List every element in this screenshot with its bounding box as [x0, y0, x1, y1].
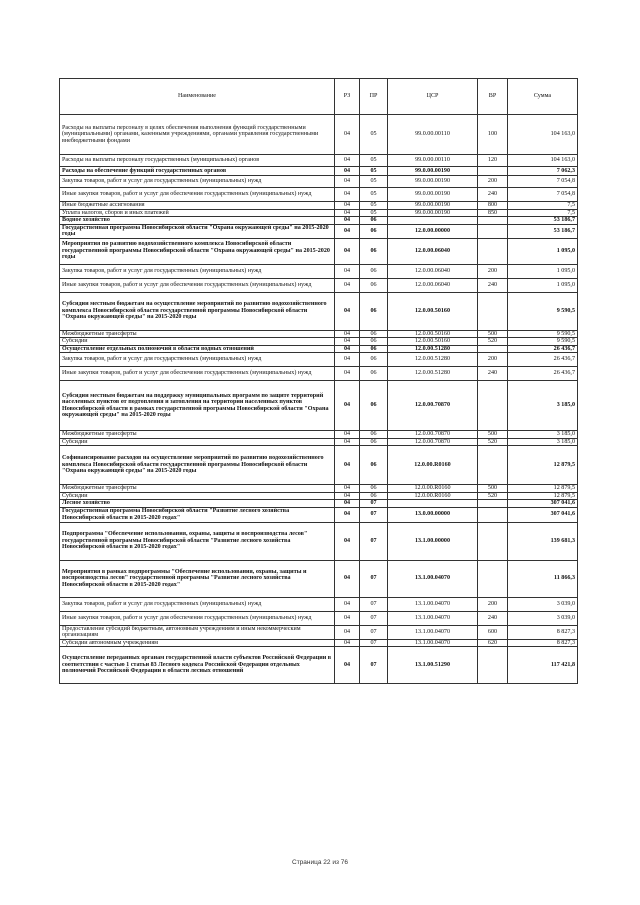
cell-name: Закупка товаров, работ и услуг для государственных (муниципальных) нужд [60, 353, 335, 367]
cell-csr: 99.0.00.00190 [388, 167, 478, 176]
cell-sum: 3 185,0 [508, 438, 578, 446]
table-row [60, 507, 578, 522]
cell-csr: 12.0.00.51280 [388, 367, 478, 381]
table-row [60, 338, 578, 346]
cell-sum: 307 041,6 [508, 500, 578, 508]
page-number: Страница 22 из 76 [292, 859, 348, 866]
cell-csr: 12.0.00.50160 [388, 330, 478, 338]
cell-csr: 12.0.00.50160 [388, 292, 478, 330]
cell-csr: 13.1.00.04070 [388, 560, 478, 597]
cell-vr: 240 [478, 278, 508, 292]
col-header-name: Наименование [60, 79, 335, 115]
cell-rz: 04 [335, 597, 360, 611]
cell-rz: 04 [335, 381, 360, 431]
cell-vr [478, 522, 508, 560]
cell-sum: 3 039,0 [508, 597, 578, 611]
cell-vr: 120 [478, 155, 508, 167]
cell-pr: 07 [360, 560, 388, 597]
cell-name: Предоставление субсидий бюджетным, автономным учреждениям и иным некоммерческим организациям [60, 625, 335, 639]
table-row [60, 446, 578, 485]
cell-name: Субсидии [60, 438, 335, 446]
cell-pr: 07 [360, 639, 388, 647]
table-row [60, 639, 578, 647]
cell-rz: 04 [335, 647, 360, 684]
cell-vr: 200 [478, 176, 508, 188]
cell-vr: 240 [478, 611, 508, 625]
cell-csr: 12.0.00.51280 [388, 353, 478, 367]
table-row [60, 115, 578, 155]
cell-vr: 240 [478, 367, 508, 381]
cell-csr: 13.1.00.04070 [388, 611, 478, 625]
cell-pr: 06 [360, 217, 388, 225]
cell-sum: 7 054,8 [508, 188, 578, 202]
table-row [60, 438, 578, 446]
cell-name: Расходы на выплаты персоналу государственных (муниципальных) органов [60, 155, 335, 167]
cell-sum: 139 681,3 [508, 522, 578, 560]
table-header-row [60, 79, 578, 115]
cell-vr: 500 [478, 330, 508, 338]
cell-name: Межбюджетные трансферты [60, 485, 335, 493]
table-row [60, 492, 578, 500]
cell-rz: 04 [335, 115, 360, 155]
table-row [60, 353, 578, 367]
cell-sum: 1 095,0 [508, 238, 578, 264]
cell-rz: 04 [335, 338, 360, 346]
cell-sum: 9 590,5 [508, 292, 578, 330]
cell-vr [478, 446, 508, 485]
cell-sum: 307 041,6 [508, 507, 578, 522]
cell-name: Осуществление отдельных полномочий в области водных отношений [60, 345, 335, 353]
cell-csr: 13.1.00.04070 [388, 625, 478, 639]
cell-pr: 06 [360, 345, 388, 353]
cell-csr [388, 500, 478, 508]
cell-name: Расходы на обеспечение функций государственных органов [60, 167, 335, 176]
table-row [60, 264, 578, 278]
cell-name: Закупка товаров, работ и услуг для государственных (муниципальных) нужд [60, 597, 335, 611]
table-row [60, 202, 578, 210]
cell-rz: 04 [335, 292, 360, 330]
cell-name: Межбюджетные трансферты [60, 431, 335, 439]
cell-sum: 26 436,7 [508, 367, 578, 381]
cell-name: Иные закупки товаров, работ и услуг для обеспечения государственных (муниципальных) нужд [60, 611, 335, 625]
cell-vr: 520 [478, 338, 508, 346]
cell-vr: 240 [478, 188, 508, 202]
cell-pr: 05 [360, 209, 388, 217]
cell-rz: 04 [335, 264, 360, 278]
cell-csr: 12.0.00.R0160 [388, 492, 478, 500]
cell-pr: 06 [360, 353, 388, 367]
cell-name: Мероприятия в рамках подпрограммы "Обеспечение использования, охраны, защиты и воспроизводства лесов" государственной программы "Развитие лесного хозяйства Новосибирской области в 2015-2020 годах" [60, 560, 335, 597]
cell-sum: 1 095,0 [508, 264, 578, 278]
cell-vr: 200 [478, 264, 508, 278]
cell-sum: 104 163,0 [508, 155, 578, 167]
cell-pr: 05 [360, 155, 388, 167]
cell-sum: 9 590,5 [508, 338, 578, 346]
cell-vr [478, 560, 508, 597]
cell-vr [478, 500, 508, 508]
cell-csr: 13.1.00.00000 [388, 522, 478, 560]
cell-csr: 12.0.00.51280 [388, 345, 478, 353]
cell-sum: 7 054,8 [508, 176, 578, 188]
cell-vr: 850 [478, 209, 508, 217]
table-row [60, 238, 578, 264]
cell-csr: 99.0.00.00190 [388, 202, 478, 210]
cell-vr [478, 381, 508, 431]
cell-csr: 13.0.00.00000 [388, 507, 478, 522]
cell-vr: 500 [478, 431, 508, 439]
cell-sum: 7,5 [508, 202, 578, 210]
cell-pr: 07 [360, 611, 388, 625]
cell-name: Иные закупки товаров, работ и услуг для обеспечения государственных (муниципальных) нужд [60, 367, 335, 381]
cell-sum: 3 185,0 [508, 381, 578, 431]
cell-pr: 05 [360, 167, 388, 176]
cell-sum: 12 879,5 [508, 485, 578, 493]
cell-name: Государственная программа Новосибирской области "Охрана окружающей среды" на 2015-2020 годы [60, 224, 335, 238]
cell-rz: 04 [335, 176, 360, 188]
cell-sum: 7 062,3 [508, 167, 578, 176]
cell-csr [388, 217, 478, 225]
cell-vr [478, 507, 508, 522]
cell-name: Субсидии автономным учреждениям [60, 639, 335, 647]
cell-sum: 12 879,5 [508, 492, 578, 500]
cell-pr: 06 [360, 238, 388, 264]
table-row [60, 597, 578, 611]
cell-rz: 04 [335, 167, 360, 176]
col-header-sum: Сумма [508, 79, 578, 115]
table-row [60, 367, 578, 381]
table-row [60, 560, 578, 597]
cell-csr: 99.0.00.00190 [388, 176, 478, 188]
cell-csr: 12.0.00.06040 [388, 264, 478, 278]
cell-sum: 8 827,3 [508, 639, 578, 647]
cell-rz: 04 [335, 611, 360, 625]
cell-vr [478, 345, 508, 353]
cell-csr: 13.1.00.51290 [388, 647, 478, 684]
col-header-pr: ПР [360, 79, 388, 115]
table-row [60, 217, 578, 225]
cell-vr [478, 647, 508, 684]
cell-rz: 04 [335, 639, 360, 647]
cell-rz: 04 [335, 217, 360, 225]
cell-pr: 06 [360, 431, 388, 439]
cell-name: Межбюджетные трансферты [60, 330, 335, 338]
cell-pr: 06 [360, 438, 388, 446]
table-row [60, 381, 578, 431]
cell-pr: 06 [360, 278, 388, 292]
cell-sum: 26 436,7 [508, 345, 578, 353]
cell-rz: 04 [335, 155, 360, 167]
cell-sum: 8 827,3 [508, 625, 578, 639]
table-row [60, 625, 578, 639]
cell-rz: 04 [335, 367, 360, 381]
cell-vr: 520 [478, 492, 508, 500]
cell-pr: 05 [360, 188, 388, 202]
cell-rz: 04 [335, 446, 360, 485]
cell-pr: 05 [360, 115, 388, 155]
cell-name: Лесное хозяйство [60, 500, 335, 508]
cell-name: Расходы на выплаты персоналу в целях обеспечения выполнения функций государственными (муниципальными) органами, казенными учреждениями, органами управления государственными внебюджетными фондами [60, 115, 335, 155]
cell-sum: 53 186,7 [508, 217, 578, 225]
cell-csr: 12.0.00.50160 [388, 338, 478, 346]
cell-rz: 04 [335, 353, 360, 367]
cell-vr [478, 167, 508, 176]
cell-name: Иные бюджетные ассигнования [60, 202, 335, 210]
cell-pr: 07 [360, 507, 388, 522]
cell-vr [478, 238, 508, 264]
cell-csr: 12.0.00.R0160 [388, 485, 478, 493]
cell-rz: 04 [335, 438, 360, 446]
cell-rz: 04 [335, 625, 360, 639]
cell-vr: 800 [478, 202, 508, 210]
cell-rz: 04 [335, 188, 360, 202]
cell-name: Иные закупки товаров, работ и услуг для обеспечения государственных (муниципальных) нужд [60, 188, 335, 202]
cell-csr: 12.0.00.00000 [388, 224, 478, 238]
cell-rz: 04 [335, 560, 360, 597]
cell-vr: 100 [478, 115, 508, 155]
cell-pr: 07 [360, 522, 388, 560]
cell-name: Субсидии местным бюджетам на осуществление мероприятий по развитию водохозяйственного комплекса Новосибирской области государственной программы Новосибирской области "Охрана окружающей среды" на 2015-2020 годы [60, 292, 335, 330]
cell-sum: 104 163,0 [508, 115, 578, 155]
cell-pr: 06 [360, 492, 388, 500]
cell-sum: 3 039,0 [508, 611, 578, 625]
cell-sum: 117 421,8 [508, 647, 578, 684]
cell-csr: 12.0.00.06040 [388, 238, 478, 264]
cell-csr: 13.1.00.04070 [388, 597, 478, 611]
table-row [60, 224, 578, 238]
cell-pr: 06 [360, 381, 388, 431]
col-header-rz: РЗ [335, 79, 360, 115]
cell-csr: 12.0.00.70870 [388, 381, 478, 431]
cell-name: Софинансирование расходов на осуществление мероприятий по развитию водохозяйственного комплекса Новосибирской области государственной программы Новосибирской области "Охрана окружающей среды" на 2015-2020 годы [60, 446, 335, 485]
cell-vr [478, 224, 508, 238]
cell-csr: 13.1.00.04070 [388, 639, 478, 647]
table-row [60, 292, 578, 330]
table-row [60, 611, 578, 625]
cell-sum: 1 095,0 [508, 278, 578, 292]
cell-csr: 12.0.00.R0160 [388, 446, 478, 485]
table-row [60, 345, 578, 353]
cell-pr: 06 [360, 446, 388, 485]
cell-rz: 04 [335, 330, 360, 338]
cell-sum: 26 436,7 [508, 353, 578, 367]
cell-name: Подпрограмма "Обеспечение использования, охраны, защиты и воспроизводства лесов" государственной программы Новосибирской области "Развитие лесного хозяйства Новосибирской области в 2015-2020 годах" [60, 522, 335, 560]
cell-name: Закупка товаров, работ и услуг для государственных (муниципальных) нужд [60, 264, 335, 278]
cell-name: Закупка товаров, работ и услуг для государственных (муниципальных) нужд [60, 176, 335, 188]
cell-name: Иные закупки товаров, работ и услуг для обеспечения государственных (муниципальных) нужд [60, 278, 335, 292]
table-row [60, 431, 578, 439]
cell-csr: 99.0.00.00110 [388, 115, 478, 155]
cell-name: Мероприятия по развитию водохозяйственного комплекса Новосибирской области государственной программы Новосибирской области "Охрана окружающей среды" на 2015-2020 годы [60, 238, 335, 264]
budget-table [59, 78, 578, 684]
table-row [60, 647, 578, 684]
cell-sum: 53 186,7 [508, 224, 578, 238]
cell-rz: 04 [335, 209, 360, 217]
cell-sum: 11 866,3 [508, 560, 578, 597]
table-row [60, 485, 578, 493]
cell-name: Водное хозяйство [60, 217, 335, 225]
table-body [60, 115, 578, 684]
cell-pr: 06 [360, 224, 388, 238]
cell-vr: 520 [478, 438, 508, 446]
table-row [60, 278, 578, 292]
cell-rz: 04 [335, 431, 360, 439]
cell-sum: 9 590,5 [508, 330, 578, 338]
cell-vr [478, 292, 508, 330]
cell-vr [478, 217, 508, 225]
cell-csr: 99.0.00.00110 [388, 155, 478, 167]
cell-rz: 04 [335, 485, 360, 493]
cell-rz: 04 [335, 278, 360, 292]
cell-pr: 06 [360, 264, 388, 278]
table-row [60, 209, 578, 217]
cell-csr: 99.0.00.00190 [388, 188, 478, 202]
cell-vr: 500 [478, 485, 508, 493]
table-row [60, 176, 578, 188]
cell-pr: 07 [360, 597, 388, 611]
cell-csr: 12.0.00.70870 [388, 431, 478, 439]
cell-vr: 200 [478, 597, 508, 611]
cell-rz: 04 [335, 500, 360, 508]
cell-vr: 200 [478, 353, 508, 367]
cell-sum: 12 879,5 [508, 446, 578, 485]
cell-rz: 04 [335, 202, 360, 210]
cell-rz: 04 [335, 224, 360, 238]
cell-pr: 07 [360, 500, 388, 508]
cell-rz: 04 [335, 345, 360, 353]
cell-vr: 620 [478, 639, 508, 647]
cell-pr: 07 [360, 647, 388, 684]
cell-pr: 06 [360, 338, 388, 346]
cell-pr: 07 [360, 625, 388, 639]
table-row [60, 500, 578, 508]
col-header-vr: ВР [478, 79, 508, 115]
table-row [60, 167, 578, 176]
cell-rz: 04 [335, 238, 360, 264]
cell-pr: 06 [360, 485, 388, 493]
cell-name: Субсидии местным бюджетам на поддержку муниципальных программ по защите территорий населенных пунктов от подтопления и затопления на территории населенных пунктов Новосибирской области в рамках государственной программы Новосибирской области "Охрана окружающей среды" на 2015-2020 годы [60, 381, 335, 431]
cell-name: Субсидии [60, 338, 335, 346]
cell-pr: 06 [360, 292, 388, 330]
table-row [60, 155, 578, 167]
cell-sum: 3 185,0 [508, 431, 578, 439]
cell-pr: 05 [360, 176, 388, 188]
cell-name: Уплата налогов, сборов и иных платежей [60, 209, 335, 217]
table-row [60, 522, 578, 560]
cell-name: Осуществление переданных органам государственной власти субъектов Российской Федерации в соответствии с частью 1 статьи 83 Лесного кодекса Российской Федерации отдельных полномочий Российской Федерации в области лесных отношений [60, 647, 335, 684]
cell-sum: 7,5 [508, 209, 578, 217]
cell-vr: 600 [478, 625, 508, 639]
cell-rz: 04 [335, 507, 360, 522]
cell-pr: 06 [360, 367, 388, 381]
cell-csr: 12.0.00.06040 [388, 278, 478, 292]
cell-csr: 99.0.00.00190 [388, 209, 478, 217]
table-row [60, 188, 578, 202]
cell-pr: 05 [360, 202, 388, 210]
cell-name: Субсидии [60, 492, 335, 500]
col-header-csr: ЦСР [388, 79, 478, 115]
cell-rz: 04 [335, 492, 360, 500]
table-row [60, 330, 578, 338]
cell-name: Государственная программа Новосибирской области "Развитие лесного хозяйства Новосибирской области в 2015-2020 годах" [60, 507, 335, 522]
cell-pr: 06 [360, 330, 388, 338]
cell-rz: 04 [335, 522, 360, 560]
cell-csr: 12.0.00.70870 [388, 438, 478, 446]
